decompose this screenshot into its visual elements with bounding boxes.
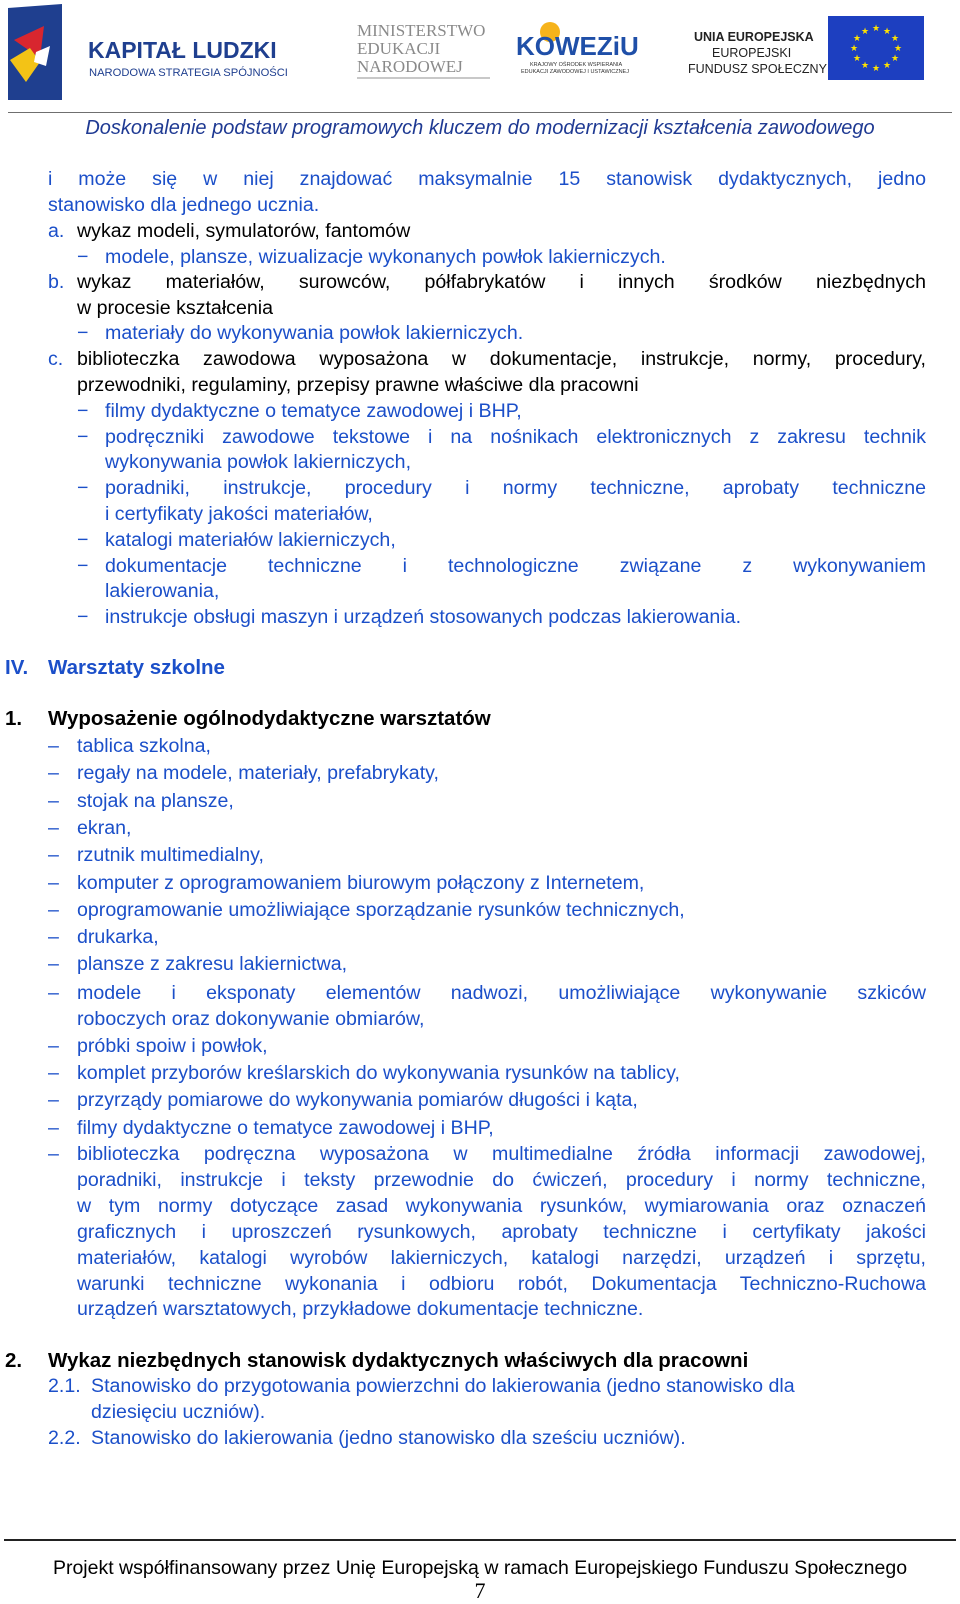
section-1-title: Wyposażenie ogólnodydaktyczne warsztatów — [48, 707, 491, 730]
logo-strip — [0, 0, 960, 112]
eu-line-1: UNIA EUROPEJSKA — [694, 30, 814, 44]
list-c-line-2: przewodniki, regulaminy, przepisy prawne właściwe dla pracowni — [77, 374, 639, 396]
list-item: warunki techniczne wykonania i odbioru robót, Dokumentacja Techniczno-Ruchowa — [77, 1272, 926, 1295]
list-b-marker: b. — [48, 271, 65, 293]
list-item: komplet przyborów kreślarskich do wykonywania rysunków na tablicy, — [77, 1062, 680, 1085]
section-2-title: Wykaz niezbędnych stanowisk dydaktycznych właściwych dla pracowni — [48, 1349, 749, 1372]
list-dash: – — [48, 1062, 59, 1085]
list-c-item-3a: poradniki, instrukcje, procedury i normy techniczne, aprobaty techniczne — [105, 477, 926, 499]
intro-line-2: stanowisko dla jednego ucznia. — [48, 194, 320, 216]
list-item: poradniki, instrukcje i teksty przewodnie do ćwiczeń, procedury i normy techniczne, — [77, 1168, 926, 1191]
list-a-text: wykaz modeli, symulatorów, fantomów — [77, 220, 411, 242]
section-2-1-number: 2.1. — [48, 1375, 81, 1397]
list-item: tablica szkolna, — [77, 735, 211, 757]
list-c-dash-3: − — [77, 477, 89, 499]
list-c-item-1: filmy dydaktyczne o tematyce zawodowej i BHP, — [105, 400, 522, 422]
list-dash: – — [48, 735, 59, 757]
svg-text:★: ★ — [890, 34, 900, 44]
section-2-1-text-a: Stanowisko do przygotowania powierzchni do lakierowania (jedno stanowisko dla — [91, 1375, 795, 1397]
list-c-item-2a: podręczniki zawodowe tekstowe i na nośnikach elektronicznych z zakresu technik — [105, 426, 926, 448]
koweziu-title: KOWEZiU — [516, 31, 639, 61]
men-line-1: MINISTERSTWO — [357, 21, 486, 40]
men-line-2: EDUKACJI — [357, 39, 441, 58]
section-1-dash-bib: – — [48, 1143, 59, 1165]
list-dash: – — [48, 844, 59, 867]
list-dash: – — [48, 789, 59, 812]
kl-title: KAPITAŁ LUDZKI — [88, 37, 277, 63]
list-item: ekran, — [77, 816, 132, 839]
list-item: graficznych i uproszczeń rysunkowych, aprobaty techniczne i certyfikaty jakości — [77, 1220, 926, 1243]
section-iv-title: Warsztaty szkolne — [48, 656, 225, 679]
list-dash: – — [48, 898, 59, 921]
list-dash: – — [48, 953, 59, 976]
list-dash: – — [48, 816, 59, 839]
list-dash: – — [48, 1116, 59, 1139]
list-item: rzutnik multimedialny, — [77, 844, 264, 867]
svg-text:★: ★ — [849, 44, 859, 54]
svg-text:★: ★ — [871, 24, 881, 34]
list-c-dash-4: − — [77, 529, 89, 551]
list-a-marker: a. — [48, 220, 65, 242]
eu-line-3: FUNDUSZ SPOŁECZNY — [688, 62, 827, 76]
list-c-item-5b: lakierowania, — [105, 580, 220, 602]
list-item: plansze z zakresu lakiernictwa, — [77, 953, 348, 976]
list-c-item-2b: wykonywania powłok lakierniczych, — [105, 451, 412, 473]
list-c-dash-1: − — [77, 400, 89, 422]
section-2-number: 2. — [5, 1349, 23, 1372]
svg-text:★: ★ — [871, 64, 881, 74]
eu-line-2: EUROPEJSKI — [712, 46, 792, 60]
section-2-1-text-b: dziesięciu uczniów). — [91, 1401, 266, 1423]
list-dash: – — [48, 871, 59, 894]
intro-line-1: i może się w niej znajdować maksymalnie 15 stanowisk dydaktycznych, jedno — [48, 168, 926, 190]
list-dash: – — [48, 762, 59, 785]
svg-text:★: ★ — [882, 27, 892, 37]
list-item: w tym normy dotyczące zasad wykonywania rysunków, wymiarowania oraz oznaczeń — [77, 1194, 926, 1217]
header-divider — [8, 112, 952, 113]
section-1-number: 1. — [5, 707, 23, 730]
men-logo — [357, 21, 490, 78]
section-1-dash-modele: – — [48, 982, 59, 1004]
koweziu-logo — [516, 22, 639, 75]
section-2-2-number: 2.2. — [48, 1427, 81, 1449]
koweziu-sub-2: EDUKACJI ZAWODOWEJ I USTAWICZNEJ — [521, 69, 629, 75]
header-title: Doskonalenie podstaw programowych kluczem do modernizacji kształcenia zawodowego — [85, 117, 875, 139]
footer-text: Projekt współfinansowany przez Unię Europejską w ramach Europejskiego Funduszu Społecznego — [52, 1557, 908, 1579]
list-b-line-1: wykaz materiałów, surowców, półfabrykatów i innych środków niezbędnych — [77, 271, 926, 293]
list-a-item: modele, plansze, wizualizacje wykonanych powłok lakierniczych. — [105, 246, 666, 268]
footer-divider — [4, 1539, 956, 1541]
kapital-ludzki-logo — [8, 4, 288, 100]
list-dash: – — [48, 1089, 59, 1112]
svg-text:★: ★ — [852, 34, 862, 44]
svg-text:★: ★ — [882, 61, 892, 71]
svg-text:★: ★ — [890, 54, 900, 64]
list-dash: – — [48, 926, 59, 949]
koweziu-sub-1: KRAJOWY OŚRODEK WSPIERANIA — [530, 62, 623, 68]
list-c-line-1: biblioteczka zawodowa wyposażona w dokumentacje, instrukcje, normy, procedury, — [77, 348, 926, 370]
list-c-item-4: katalogi materiałów lakierniczych, — [105, 529, 396, 551]
men-line-3: NARODOWEJ — [357, 57, 463, 76]
list-item: przyrządy pomiarowe do wykonywania pomiarów długości i kąta, — [77, 1089, 638, 1112]
list-item: drukarka, — [77, 926, 159, 949]
eu-logo — [688, 16, 924, 80]
list-b-item: materiały do wykonywania powłok lakierniczych. — [105, 322, 524, 344]
list-item: biblioteczka podręczna wyposażona w multimedialne źródła informacji zawodowej, — [77, 1143, 926, 1165]
list-a-dash: − — [77, 246, 89, 268]
section-2-2-text: Stanowisko do lakierowania (jedno stanowisko dla sześciu uczniów). — [91, 1427, 686, 1449]
list-item: regały na modele, materiały, prefabrykaty, — [77, 762, 439, 785]
section-1-modele-a: modele i eksponaty elementów nadwozi, umożliwiające wykonywanie szkiców — [77, 982, 926, 1004]
list-b-dash: − — [77, 322, 89, 344]
svg-text:★: ★ — [860, 61, 870, 71]
svg-text:★: ★ — [893, 44, 903, 54]
page-number: 7 — [474, 1578, 486, 1603]
list-c-item-6: instrukcje obsługi maszyn i urządzeń stosowanych podczas lakierowania. — [105, 606, 742, 628]
list-item: materiałów, katalogi wyrobów lakierniczych, katalogi narzędzi, urządzeń i sprzętu, — [77, 1246, 926, 1269]
svg-text:★: ★ — [860, 27, 870, 37]
list-c-dash-2: − — [77, 426, 89, 448]
section-1-modele-b: roboczych oraz dokonywanie obmiarów, — [77, 1008, 425, 1030]
list-item: próbki spoiw i powłok, — [77, 1035, 268, 1057]
list-c-dash-6: − — [77, 606, 89, 628]
svg-text:★: ★ — [852, 54, 862, 64]
list-item: filmy dydaktyczne o tematyce zawodowej i BHP, — [77, 1116, 494, 1139]
kl-subtitle: NARODOWA STRATEGIA SPÓJNOŚCI — [89, 67, 288, 79]
list-c-marker: c. — [48, 348, 64, 370]
list-c-dash-5: − — [77, 555, 89, 577]
list-dash: – — [48, 1035, 59, 1057]
list-item: komputer z oprogramowaniem biurowym połączony z Internetem, — [77, 871, 645, 894]
list-item: stojak na plansze, — [77, 789, 234, 812]
list-c-item-5a: dokumentacje techniczne i technologiczne związane z wykonywaniem — [105, 555, 926, 577]
list-item: oprogramowanie umożliwiające sporządzanie rysunków technicznych, — [77, 898, 685, 921]
list-b-line-2: w procesie kształcenia — [77, 297, 274, 319]
list-c-item-3b: i certyfikaty jakości materiałów, — [105, 503, 373, 525]
section-iv-numeral: IV. — [5, 656, 29, 679]
list-item: urządzeń warsztatowych, przykładowe dokumentacje techniczne. — [77, 1298, 644, 1321]
